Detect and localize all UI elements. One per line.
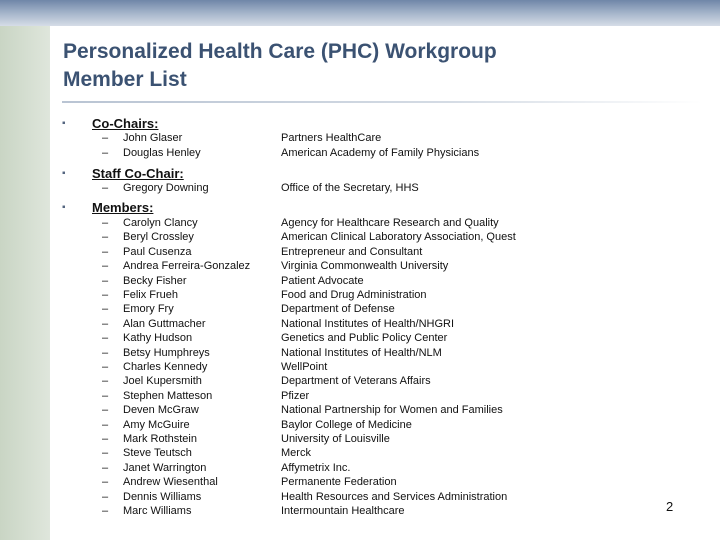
member-name: Emory Fry: [123, 303, 174, 316]
dash-marker: –: [102, 447, 109, 460]
dash-marker: –: [102, 346, 109, 359]
dash-marker: –: [102, 132, 109, 144]
list-item: [0, 181, 720, 195]
member-org: WellPoint: [281, 361, 328, 373]
dash-marker: –: [102, 361, 109, 373]
member-name: Betsy Humphreys: [123, 346, 210, 359]
dash-marker: –: [102, 245, 109, 258]
page-number: 2: [666, 499, 674, 514]
list-item: [0, 475, 720, 489]
member-org: Department of Defense: [281, 303, 395, 316]
list-item: [0, 331, 720, 345]
list-item: [0, 461, 720, 475]
member-org: National Partnership for Women and Families: [281, 404, 503, 417]
member-org: Affymetrix Inc.: [281, 461, 351, 474]
member-org: Intermountain Healthcare: [281, 505, 405, 517]
member-org: Office of the Secretary, HHS: [281, 182, 419, 194]
member-name: Deven McGraw: [123, 404, 199, 417]
member-name: Charles Kennedy: [123, 361, 208, 373]
member-name: Alan Guttmacher: [123, 317, 206, 330]
member-org: Genetics and Public Policy Center: [281, 332, 448, 345]
member-org: National Institutes of Health/NLM: [281, 346, 442, 359]
member-org: Baylor College of Medicine: [281, 418, 412, 431]
title-line-2: Member List: [63, 68, 187, 91]
section-heading-members: Members:: [92, 200, 154, 215]
member-name: Douglas Henley: [123, 147, 201, 159]
member-org: Food and Drug Administration: [281, 289, 427, 301]
member-name: Paul Cusenza: [123, 245, 192, 258]
member-org: National Institutes of Health/NHGRI: [281, 317, 455, 330]
dash-marker: –: [102, 317, 109, 330]
member-name: Becky Fisher: [123, 274, 187, 287]
dash-marker: –: [102, 433, 109, 445]
list-item: [0, 490, 720, 504]
member-name: Dennis Williams: [123, 490, 202, 503]
title-line-1: Personalized Health Care (PHC) Workgroup: [63, 40, 497, 63]
member-name: Marc Williams: [123, 505, 192, 517]
member-name: Carolyn Clancy: [123, 217, 198, 229]
member-name: Andrea Ferreira-Gonzalez: [123, 260, 251, 273]
member-org: Entrepreneur and Consultant: [281, 245, 423, 258]
member-org: University of Louisville: [281, 433, 390, 445]
member-org: Partners HealthCare: [281, 132, 382, 144]
member-org: Virginia Commonwealth University: [281, 260, 449, 273]
member-org: American Academy of Family Physicians: [281, 147, 480, 159]
member-name: Janet Warrington: [123, 461, 207, 474]
member-org: Department of Veterans Affairs: [281, 375, 431, 388]
member-name: Felix Frueh: [123, 289, 179, 301]
slide-title: [63, 38, 663, 94]
dash-marker: –: [102, 289, 109, 301]
title-divider: [62, 101, 702, 103]
member-org: Health Resources and Services Administration: [281, 490, 508, 503]
dash-marker: –: [102, 476, 109, 489]
member-name: Steve Teutsch: [123, 447, 192, 460]
dash-marker: –: [102, 332, 109, 345]
dash-marker: –: [102, 182, 109, 194]
dash-marker: –: [102, 375, 109, 388]
list-item: [0, 317, 720, 331]
section-heading-staff-co-chair: Staff Co-Chair:: [92, 166, 184, 181]
list-item: [0, 302, 720, 316]
dash-marker: –: [102, 418, 109, 431]
member-org: Agency for Healthcare Research and Quality: [281, 217, 499, 229]
member-org: Pfizer: [281, 389, 310, 402]
dash-marker: –: [102, 147, 109, 159]
list-item: [0, 146, 720, 160]
list-item: [0, 288, 720, 302]
member-org: American Clinical Laboratory Association, Quest: [281, 231, 516, 244]
dash-marker: –: [102, 231, 109, 244]
list-item: [0, 259, 720, 273]
dash-marker: –: [102, 274, 109, 287]
dash-marker: –: [102, 303, 109, 316]
list-item: [0, 389, 720, 403]
member-org: Permanente Federation: [281, 476, 397, 489]
member-org: Merck: [281, 447, 311, 460]
list-item: [0, 216, 720, 230]
member-name: Stephen Matteson: [123, 389, 213, 402]
list-item: [0, 446, 720, 460]
member-name: Mark Rothstein: [123, 433, 197, 445]
dash-marker: –: [102, 490, 109, 503]
list-item: [0, 403, 720, 417]
member-name: John Glaser: [123, 132, 183, 144]
dash-marker: –: [102, 260, 109, 273]
dash-marker: –: [102, 461, 109, 474]
section-heading-co-chairs: Co-Chairs:: [92, 116, 159, 131]
bullet-icon: ▪: [62, 168, 66, 179]
member-name: Beryl Crossley: [123, 231, 194, 244]
list-item: [0, 374, 720, 388]
list-item: [0, 504, 720, 518]
member-name: Andrew Wiesenthal: [123, 476, 218, 489]
list-item: [0, 274, 720, 288]
member-name: Amy McGuire: [123, 418, 190, 431]
top-banner: [0, 0, 720, 26]
list-item: [0, 432, 720, 446]
dash-marker: –: [102, 505, 109, 517]
member-name: Joel Kupersmith: [123, 375, 202, 388]
member-name: Kathy Hudson: [123, 332, 193, 345]
bullet-icon: ▪: [62, 118, 66, 129]
list-item: [0, 360, 720, 374]
member-name: Gregory Downing: [123, 182, 209, 194]
member-org: Patient Advocate: [281, 274, 364, 287]
dash-marker: –: [102, 404, 109, 417]
list-item: [0, 131, 720, 145]
list-item: [0, 346, 720, 360]
list-item: [0, 245, 720, 259]
dash-marker: –: [102, 389, 109, 402]
list-item: [0, 230, 720, 244]
dash-marker: –: [102, 217, 109, 229]
list-item: [0, 418, 720, 432]
bullet-icon: ▪: [62, 202, 66, 213]
